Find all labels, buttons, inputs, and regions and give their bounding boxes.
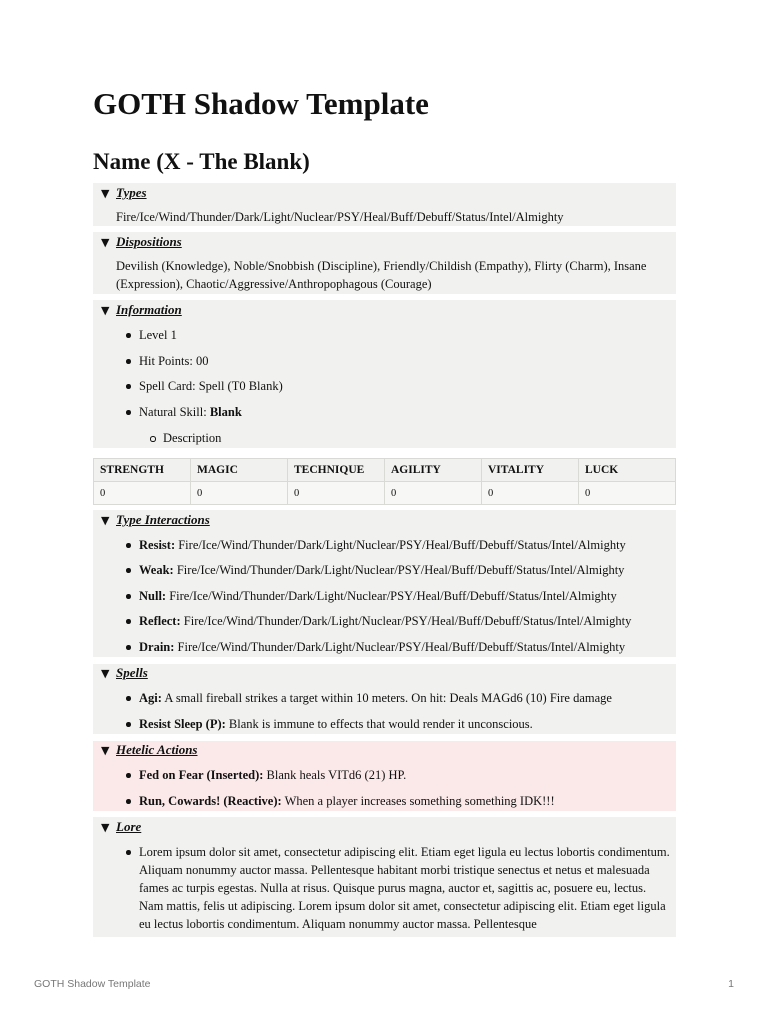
list-item-lore: Lorem ipsum dolor sit amet, consectetur adipiscing elit. Etiam eget ligula eu lectus lobortis condimentum. Aliquam nonummy auctor massa. Pellentesque habitant morbi tristique senectus et netus et malesuada fames ac turpis egestas. Nulla at risus. Quisque purus magna, auctor et, sagittis ac, posuere eu, lectus. Nam mattis, felis ut adipiscing. Lorem ipsum dolor sit amet, consectetur adipiscing elit. Etiam eget ligula eu lectus lobortis condimentum. Aliquam nonummy auctor massa. Pellentesque [139, 843, 672, 933]
interaction-value: Fire/Ice/Wind/Thunder/Dark/Light/Nuclear/PSY/Heal/Buff/Debuff/Status/Intel/Almighty [175, 538, 626, 552]
type-interactions-toggle-header[interactable] [93, 511, 676, 531]
list-item-action [139, 792, 672, 810]
spells-label: Spells [116, 665, 148, 680]
spell-description: Blank is immune to effects that would render it unconscious. [225, 717, 533, 731]
toggle-triangle-icon[interactable]: ▼ [101, 744, 110, 757]
list-item-weak [139, 561, 672, 579]
interaction-value: Fire/Ice/Wind/Thunder/Dark/Light/Nuclear/PSY/Heal/Buff/Debuff/Status/Intel/Almighty [174, 640, 626, 654]
hetelic-actions-label: Hetelic Actions [116, 742, 198, 757]
lore-label: Lore [116, 819, 142, 834]
hetelic-actions-toggle[interactable] [93, 741, 676, 811]
action-description: Blank heals VITd6 (21) HP. [263, 768, 407, 782]
spells-toggle-header[interactable] [93, 664, 676, 684]
stats-table [93, 458, 676, 505]
toggle-triangle-icon[interactable]: ▼ [101, 821, 110, 834]
stats-header-row [94, 459, 676, 482]
information-toggle[interactable] [93, 300, 676, 448]
stats-value-row [94, 482, 676, 505]
interaction-key: Resist: [139, 538, 176, 552]
spells-toggle[interactable] [93, 664, 676, 734]
footer-page-number: 1 [728, 978, 734, 990]
list-item-resist [139, 536, 672, 554]
list-item-spell [139, 715, 672, 733]
interaction-value: Fire/Ice/Wind/Thunder/Dark/Light/Nuclear/PSY/Heal/Buff/Debuff/Status/Intel/Almighty [173, 563, 625, 577]
action-name: Run, Cowards! (Reactive): [139, 794, 282, 808]
dispositions-text: Devilish (Knowledge), Noble/Snobbish (Discipline), Friendly/Childish (Empathy), Flirty (Charm), Insane (Expression), Chaotic/Aggressive/Anthropophagous (Courage) [116, 259, 647, 291]
stat-header: VITALITY [482, 459, 579, 482]
list-item-level: Level 1 [139, 326, 672, 344]
stat-header: MAGIC [191, 459, 288, 482]
list-item-natural-skill [139, 403, 672, 421]
stat-value: 0 [288, 482, 385, 505]
list-item-hit-points: Hit Points: 00 [139, 352, 672, 370]
information-toggle-header[interactable] [93, 301, 676, 321]
list-item-reflect [139, 612, 672, 630]
action-description: When a player increases something something IDK!!! [281, 794, 555, 808]
action-name: Fed on Fear (Inserted): [139, 768, 264, 782]
spell-description: A small fireball strikes a target within 10 meters. On hit: Deals MAGd6 (10) Fire damage [161, 691, 612, 705]
interaction-key: Drain: [139, 640, 175, 654]
list-item-spell [139, 689, 672, 707]
natural-skill-prefix: Natural Skill: [139, 405, 210, 419]
footer-document-title: GOTH Shadow Template [34, 978, 151, 990]
spell-name: Resist Sleep (P): [139, 717, 226, 731]
list-item-action [139, 766, 672, 784]
list-item-null [139, 587, 672, 605]
natural-skill-name: Blank [209, 405, 242, 419]
toggle-triangle-icon[interactable]: ▼ [101, 514, 110, 527]
types-text: Fire/Ice/Wind/Thunder/Dark/Light/Nuclear/PSY/Heal/Buff/Debuff/Status/Intel/Almighty [116, 210, 564, 224]
information-label: Information [116, 302, 182, 317]
types-label: Types [116, 185, 147, 200]
lore-toggle-header[interactable] [93, 818, 676, 838]
list-item-drain [139, 638, 672, 656]
list-item-description: Description [163, 429, 672, 447]
hetelic-actions-toggle-header[interactable] [93, 741, 676, 761]
document-title: GOTH Shadow Template [93, 86, 429, 121]
interaction-value: Fire/Ice/Wind/Thunder/Dark/Light/Nuclear/PSY/Heal/Buff/Debuff/Status/Intel/Almighty [180, 614, 632, 628]
stat-header: STRENGTH [94, 459, 191, 482]
type-interactions-toggle[interactable] [93, 510, 676, 657]
stat-value: 0 [385, 482, 482, 505]
interaction-key: Null: [139, 589, 167, 603]
toggle-triangle-icon[interactable]: ▼ [101, 667, 110, 680]
stat-header: AGILITY [385, 459, 482, 482]
stat-value: 0 [94, 482, 191, 505]
type-interactions-label: Type Interactions [116, 512, 210, 527]
lore-toggle[interactable] [93, 817, 676, 937]
toggle-triangle-icon[interactable]: ▼ [101, 236, 110, 249]
toggle-triangle-icon[interactable]: ▼ [101, 304, 110, 317]
stat-value: 0 [482, 482, 579, 505]
dispositions-toggle[interactable] [93, 232, 676, 294]
stat-header: TECHNIQUE [288, 459, 385, 482]
shadow-name-heading: Name (X - The Blank) [93, 149, 310, 174]
list-item-spell-card: Spell Card: Spell (T0 Blank) [139, 377, 672, 395]
stat-header: LUCK [579, 459, 676, 482]
dispositions-toggle-header[interactable] [93, 233, 676, 253]
stat-value: 0 [191, 482, 288, 505]
types-toggle-header[interactable] [93, 184, 676, 204]
stat-value: 0 [579, 482, 676, 505]
toggle-triangle-icon[interactable]: ▼ [101, 187, 110, 200]
interaction-key: Reflect: [139, 614, 181, 628]
interaction-key: Weak: [139, 563, 174, 577]
interaction-value: Fire/Ice/Wind/Thunder/Dark/Light/Nuclear/PSY/Heal/Buff/Debuff/Status/Intel/Almighty [166, 589, 617, 603]
types-toggle[interactable] [93, 183, 676, 226]
dispositions-label: Dispositions [116, 234, 182, 249]
spell-name: Agi: [139, 691, 162, 705]
